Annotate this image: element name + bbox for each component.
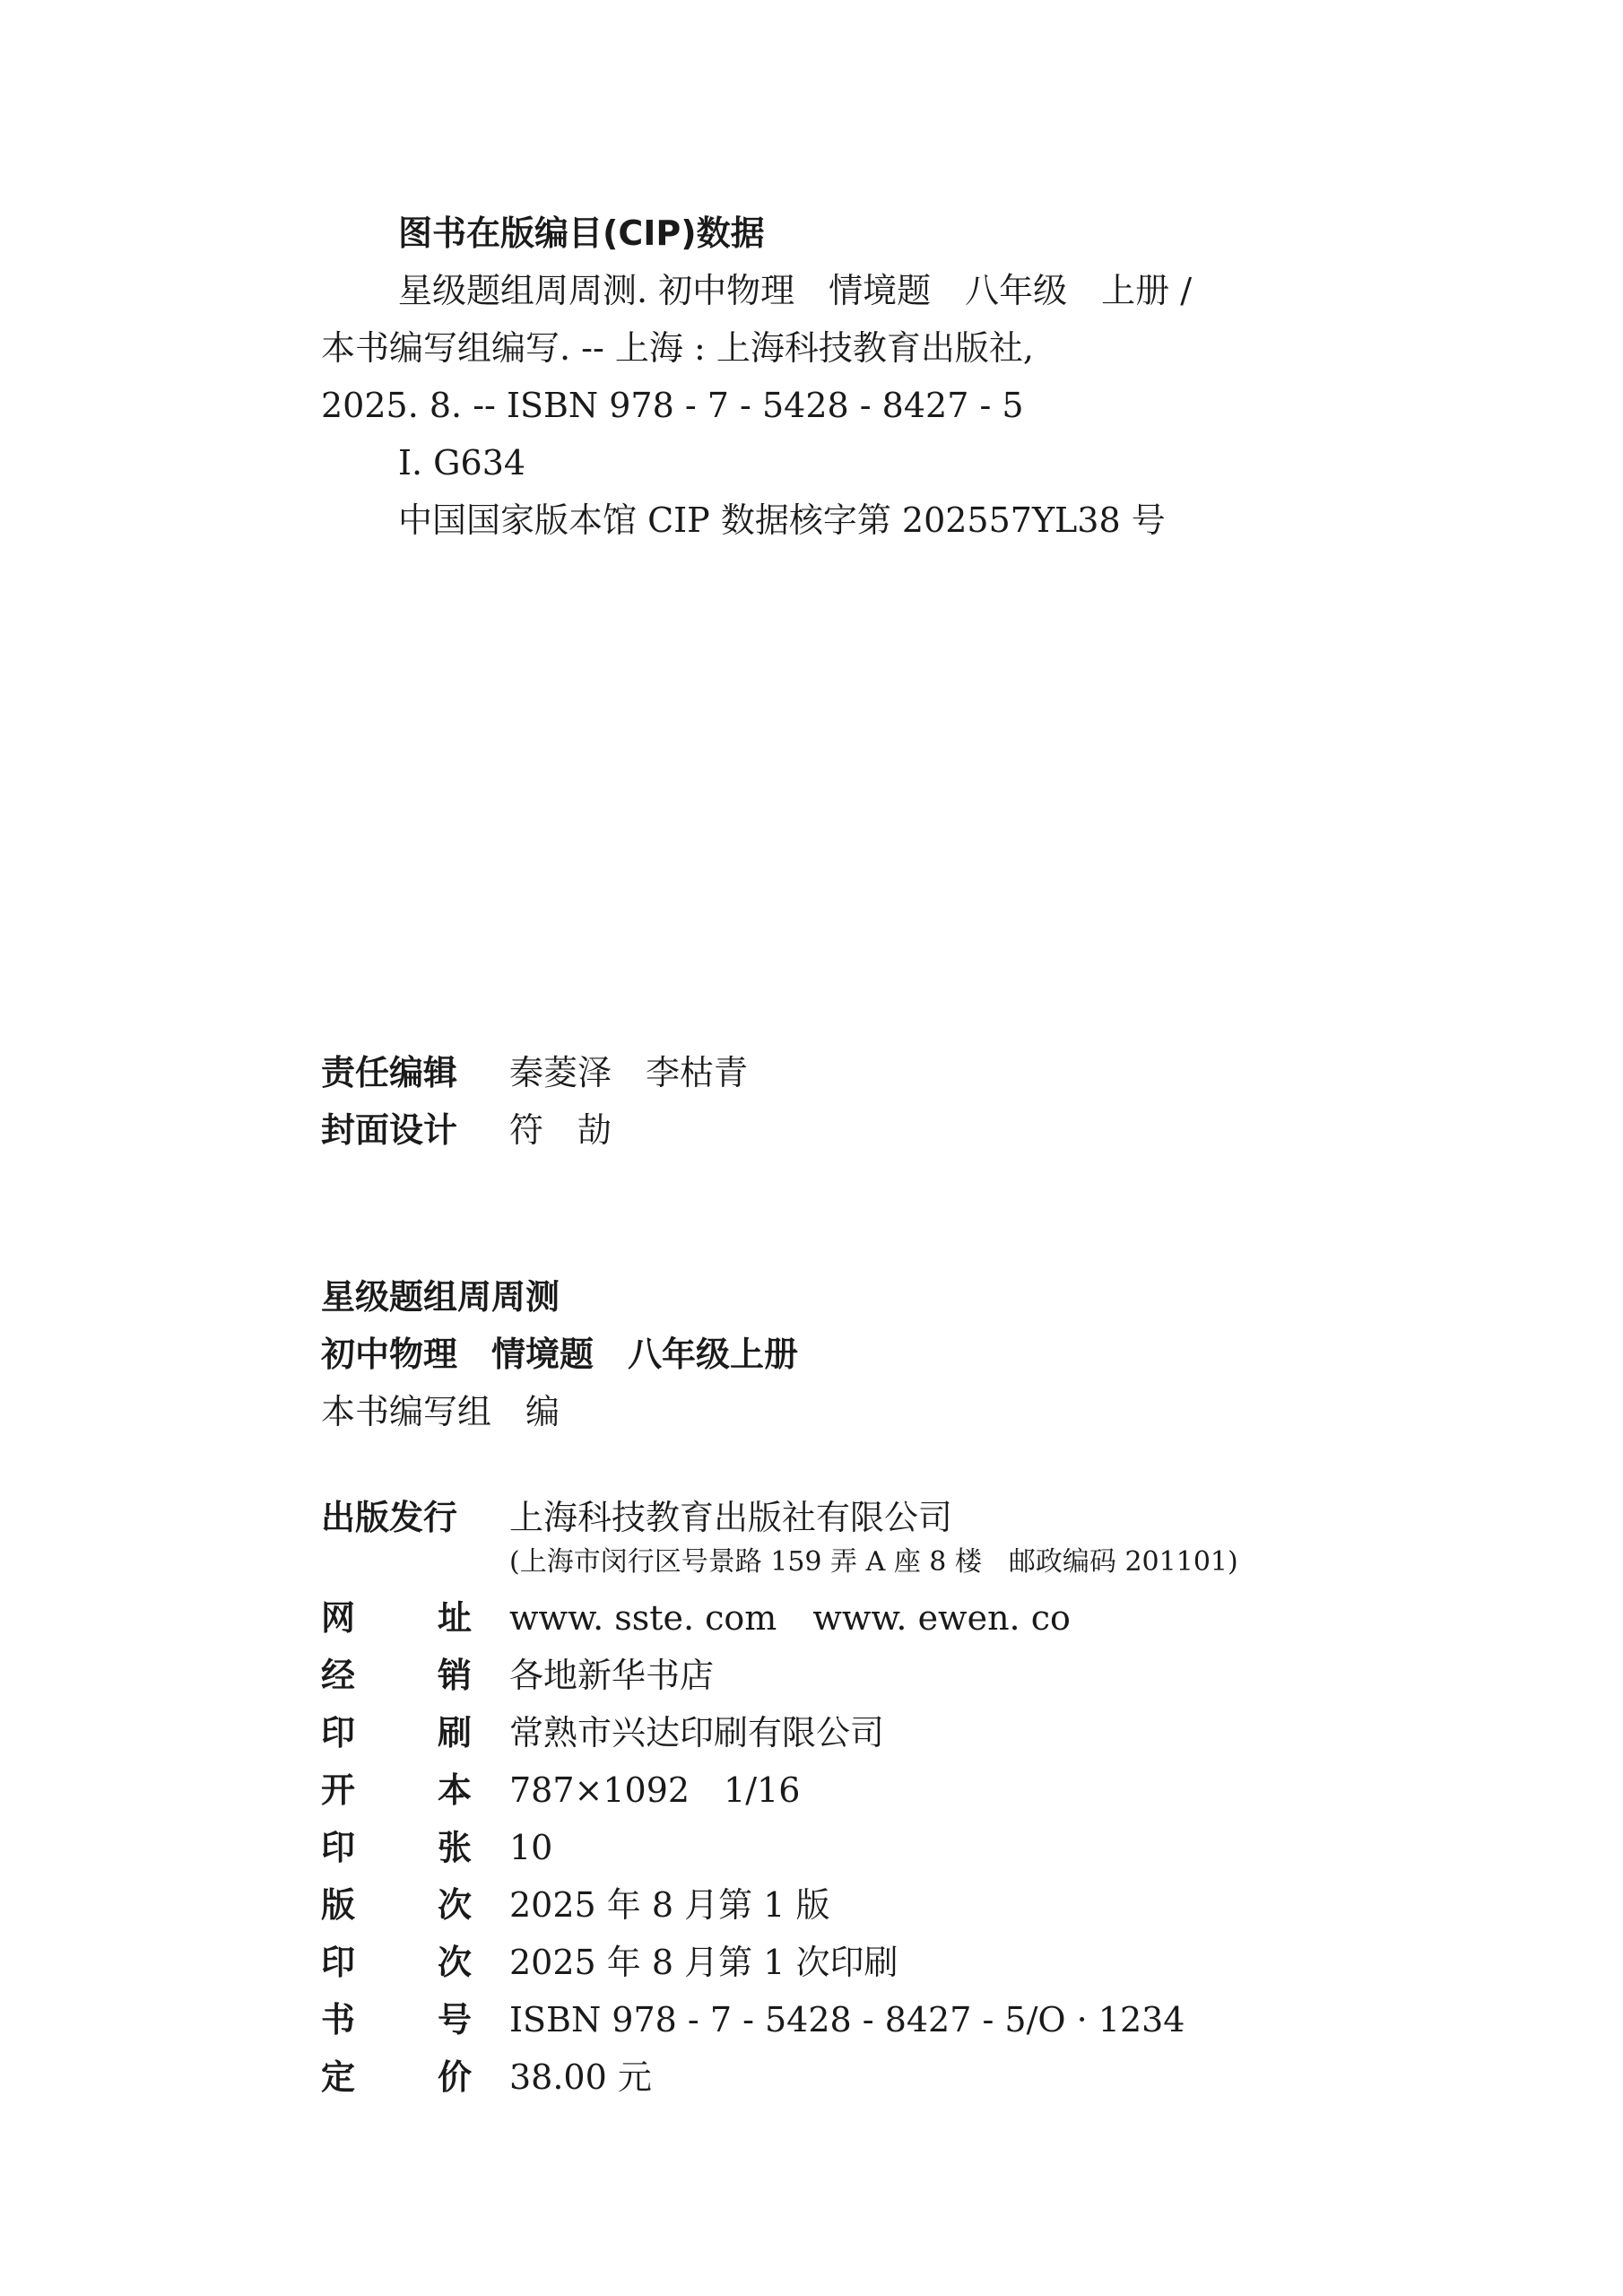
price-value: 38.00 元 [509, 2057, 652, 2097]
publisher-row [321, 1489, 1238, 1546]
website-2: www. ewen. co [812, 1598, 1071, 1638]
isbn-row [321, 1991, 1238, 2048]
editor-names: 秦菱泽 李枯青 [509, 1053, 749, 1092]
editor-label: 责任编辑 [321, 1053, 458, 1092]
cip-line-classification: Ⅰ. G634 [398, 443, 526, 483]
format-label: 开 本 [321, 1770, 472, 1810]
isbn-value: ISBN 978 - 7 - 5428 - 8427 - 5/O · 1234 [509, 2000, 1185, 2039]
printing-label: 印 次 [321, 1943, 472, 1982]
printer-row [321, 1704, 1238, 1761]
cip-line-record-number: 中国国家版本馆 CIP 数据核字第 202557YL38 号 [398, 500, 1166, 540]
edition-row [321, 1876, 1238, 1934]
edition-value: 2025 年 8 月第 1 版 [509, 1885, 830, 1925]
book-title-block [321, 1268, 798, 1440]
sheets-row [321, 1819, 1238, 1876]
cip-line-author: 本书编写组编写. -- 上海 : 上海科技教育出版社, [321, 328, 1034, 368]
price-row [321, 2048, 1238, 2106]
cip-data-block [321, 204, 1397, 549]
printing-value: 2025 年 8 月第 1 次印刷 [509, 1943, 898, 1982]
distributor-row [321, 1647, 1238, 1704]
editors-block [321, 1044, 748, 1159]
website-1: www. sste. com [509, 1598, 777, 1638]
edition-label: 版 次 [321, 1885, 472, 1925]
distributor-label: 经 销 [321, 1656, 472, 1695]
cip-line-isbn: 2025. 8. -- ISBN 978 - 7 - 5428 - 8427 - 5 [321, 386, 1024, 425]
cover-designer-label: 封面设计 [321, 1110, 458, 1150]
price-label: 定 价 [321, 2057, 472, 2097]
editor-row [321, 1044, 748, 1101]
format-row [321, 1761, 1238, 1819]
publication-info-block [321, 1489, 1238, 2106]
publisher-address: (上海市闵行区号景路 159 弄 A 座 8 楼 邮政编码 201101) [509, 1546, 1238, 1578]
website-label: 网 址 [321, 1598, 472, 1638]
isbn-label: 书 号 [321, 2000, 472, 2039]
cip-heading: 图书在版编目(CIP)数据 [398, 213, 765, 253]
format-value: 787×1092 1/16 [509, 1770, 801, 1810]
cip-line-title: 星级题组周周测. 初中物理 情境题 八年级 上册 / [398, 271, 1193, 310]
printer-value: 常熟市兴达印刷有限公司 [509, 1713, 885, 1752]
book-subject-title: 初中物理 情境题 八年级上册 [321, 1335, 799, 1374]
printer-label: 印 刷 [321, 1713, 472, 1752]
sheets-value: 10 [509, 1828, 553, 1867]
sheets-label: 印 张 [321, 1828, 472, 1867]
publisher-label: 出版发行 [321, 1498, 458, 1537]
printing-row [321, 1934, 1238, 1991]
publisher-name: 上海科技教育出版社有限公司 [509, 1498, 953, 1537]
distributor-value: 各地新华书店 [509, 1656, 715, 1695]
cover-designer-name: 符 劼 [509, 1110, 612, 1150]
website-row [321, 1589, 1238, 1647]
book-series-title: 星级题组周周测 [321, 1277, 560, 1317]
book-author: 本书编写组 编 [321, 1392, 560, 1431]
cover-designer-row [321, 1101, 748, 1159]
